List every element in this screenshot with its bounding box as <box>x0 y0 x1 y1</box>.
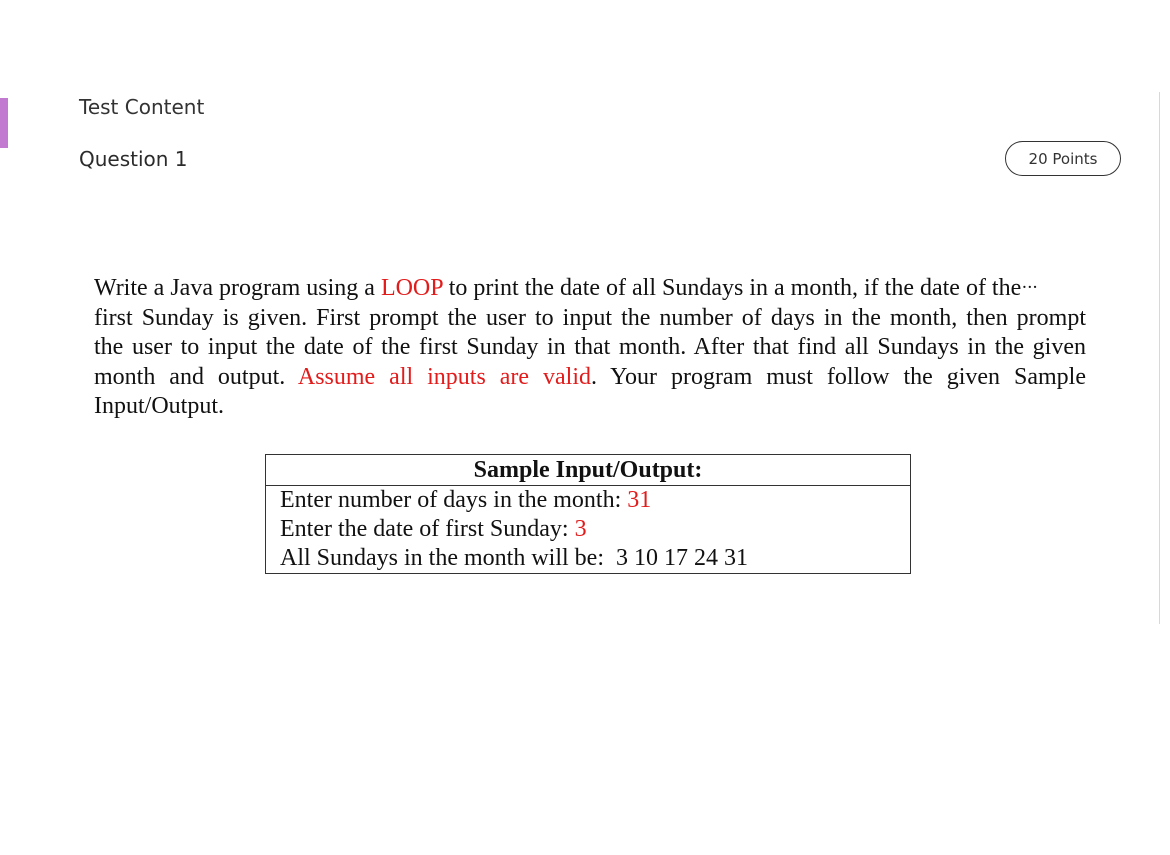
table-row <box>266 486 911 516</box>
question-title: Question 1 <box>79 147 188 171</box>
sample-io-header: Sample Input/Output: <box>266 455 911 486</box>
assume-valid-highlight: Assume all inputs are valid <box>297 363 591 390</box>
question-line-1: Write a Java program using a LOOP to print the date of all Sundays in a month, if the date of the··· <box>94 275 1038 301</box>
points-badge: 20 Points <box>1005 141 1121 176</box>
question-line-5: Input/Output. <box>94 393 224 419</box>
sample-row-label: Enter number of days in the month: <box>280 487 628 513</box>
sample-row-value: 3 <box>574 516 587 542</box>
section-title: Test Content <box>79 95 205 119</box>
question-line-4: month and output. Assume all inputs are valid. Your program must follow the given Sample <box>94 363 1087 390</box>
right-divider <box>1159 92 1160 624</box>
overflow-ellipsis-icon[interactable]: ··· <box>1021 277 1038 298</box>
table-row <box>266 515 911 544</box>
question-line-3: the user to input the date of the first Sunday in that month. After that find all Sundays in the given <box>94 334 1086 360</box>
question-line-2: first Sunday is given. First prompt the user to input the number of days in the month, then prompt <box>94 304 1086 331</box>
loop-highlight: LOOP <box>380 275 443 301</box>
left-accent-bar <box>0 98 8 148</box>
sample-row-label: Enter the date of first Sunday: <box>280 516 575 542</box>
table-row <box>266 544 911 574</box>
sample-row-label: All Sundays in the month will be: 3 10 17 24 31 <box>280 545 748 571</box>
sample-row-value: 31 <box>627 487 652 513</box>
question-text <box>94 273 1086 422</box>
sample-io-table <box>265 454 911 574</box>
